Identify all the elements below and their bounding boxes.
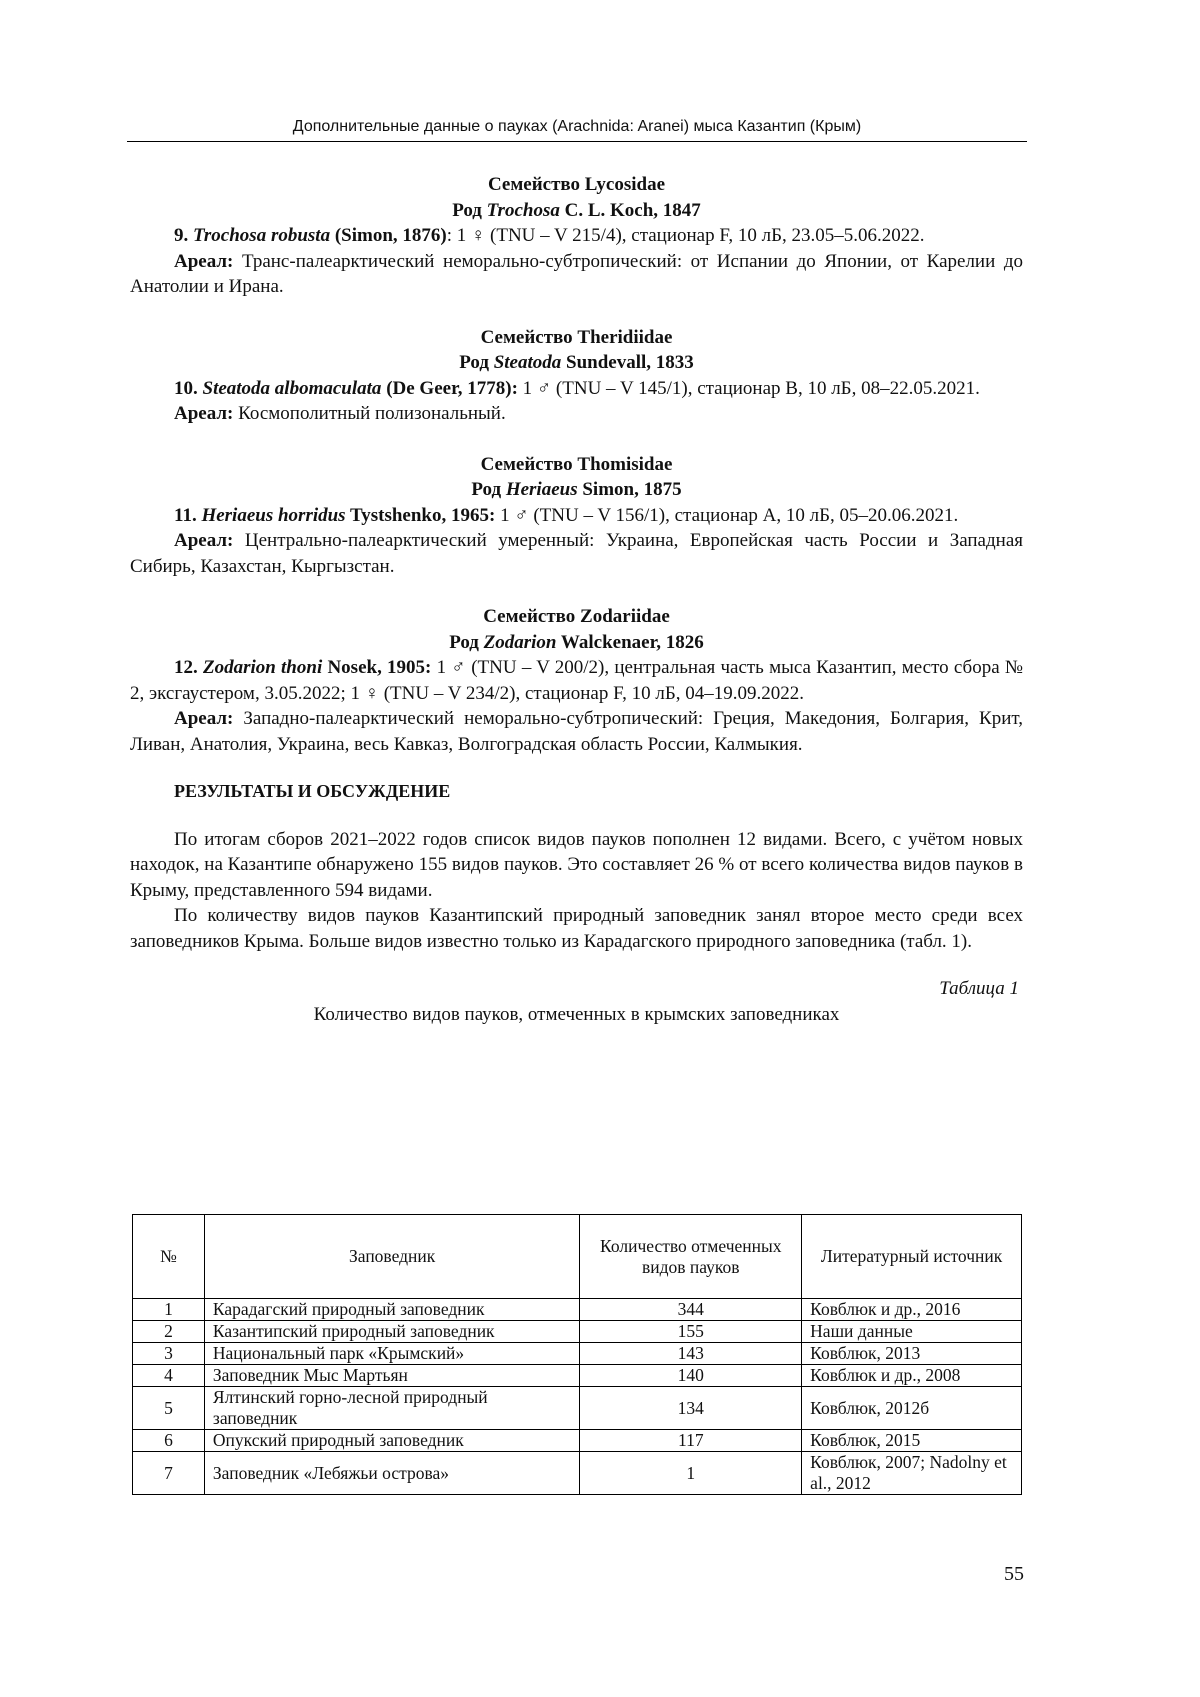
species-name: Heriaeus horridus bbox=[201, 504, 346, 526]
header-count: Количество отмеченных видов пауков bbox=[580, 1215, 802, 1299]
row-source: Наши данные bbox=[802, 1321, 1022, 1343]
row-number: 4 bbox=[133, 1365, 205, 1387]
row-count: 155 bbox=[580, 1321, 802, 1343]
genus-name: Zodarion bbox=[483, 631, 557, 653]
genus-author: Sundevall, 1833 bbox=[561, 352, 694, 373]
header-source: Литературный источник bbox=[802, 1215, 1022, 1299]
species-section bbox=[130, 604, 1023, 757]
row-reserve: Карадагский природный заповедник bbox=[204, 1299, 580, 1321]
genus-heading bbox=[130, 350, 1023, 376]
row-reserve: Заповедник Мыс Мартьян bbox=[204, 1365, 580, 1387]
genus-name: Trochosa bbox=[486, 199, 560, 221]
species-name: Steatoda albomaculata bbox=[202, 377, 382, 399]
species-section bbox=[130, 452, 1023, 580]
genus-heading bbox=[130, 198, 1023, 224]
genus-prefix: Род bbox=[452, 199, 487, 221]
row-source: Ковблюк, 2012б bbox=[802, 1387, 1022, 1430]
range-paragraph bbox=[130, 528, 1023, 579]
species-record bbox=[130, 503, 1023, 529]
range-paragraph bbox=[130, 706, 1023, 757]
row-source: Ковблюк, 2007; Nadolny et al., 2012 bbox=[802, 1452, 1022, 1495]
species-record bbox=[130, 376, 1023, 402]
row-count: 143 bbox=[580, 1343, 802, 1365]
family-heading: Семейство Thomisidae bbox=[480, 453, 673, 475]
family-heading: Семейство Lycosidae bbox=[487, 174, 666, 195]
range-label: Ареал: bbox=[174, 250, 234, 272]
range-text: Транс-палеарктический неморально-субтропический: от Испании до Японии, от Карелии до Анатолии и Ирана. bbox=[130, 250, 1023, 297]
row-reserve: Заповедник «Лебяжьи острова» bbox=[204, 1452, 580, 1495]
species-record bbox=[130, 655, 1023, 706]
row-reserve: Национальный парк «Крымский» bbox=[204, 1343, 580, 1365]
table-header-row bbox=[133, 1215, 1022, 1299]
row-reserve: Ялтинский горно-лесной природный заповедник bbox=[204, 1387, 580, 1430]
reserves-table bbox=[132, 1214, 1022, 1495]
row-count: 134 bbox=[580, 1387, 802, 1430]
row-source: Ковблюк и др., 2008 bbox=[802, 1365, 1022, 1387]
species-number: 9. bbox=[174, 225, 193, 246]
table-title: Количество видов пауков, отмеченных в крымских заповедниках bbox=[313, 1003, 840, 1025]
species-colon: : bbox=[446, 225, 453, 246]
genus-heading bbox=[130, 477, 1023, 503]
row-count: 117 bbox=[580, 1430, 802, 1452]
species-section bbox=[130, 172, 1023, 300]
species-name: Trochosa robusta bbox=[193, 225, 331, 246]
article-body bbox=[130, 172, 1023, 1027]
table-row bbox=[133, 1430, 1022, 1452]
species-author: Tystshenko, 1965: bbox=[345, 504, 496, 526]
page-number: 55 bbox=[1004, 1563, 1024, 1585]
table-row bbox=[133, 1343, 1022, 1365]
genus-heading bbox=[130, 630, 1023, 656]
row-source: Ковблюк, 2013 bbox=[802, 1343, 1022, 1365]
genus-prefix: Род bbox=[449, 631, 484, 653]
range-paragraph bbox=[130, 249, 1023, 300]
row-number: 2 bbox=[133, 1321, 205, 1343]
family-heading: Семейство Theridiidae bbox=[480, 326, 673, 348]
species-number: 12. bbox=[174, 657, 203, 678]
genus-prefix: Род bbox=[459, 352, 494, 373]
species-author: (De Geer, 1778): bbox=[381, 377, 518, 399]
row-number: 6 bbox=[133, 1430, 205, 1452]
family-heading: Семейство Zodariidae bbox=[483, 606, 670, 627]
species-author: Nosek, 1905: bbox=[322, 657, 432, 678]
record-text: 1 ♂ (TNU – V 145/1), стационар B, 10 лБ, 08–22.05.2021. bbox=[517, 377, 980, 399]
range-text: Космополитный полизональный. bbox=[233, 403, 506, 424]
species-name: Zodarion thoni bbox=[202, 657, 323, 678]
species-number: 10. bbox=[174, 377, 203, 399]
record-text: 1 ♀ (TNU – V 215/4), стационар F, 10 лБ, 23.05–5.06.2022. bbox=[452, 225, 925, 246]
row-count: 1 bbox=[580, 1452, 802, 1495]
header-rule bbox=[127, 141, 1027, 142]
range-text: Центрально-палеарктический умеренный: Украина, Европейская часть России и Западная Сибирь, Казахстан, Кыргызстан. bbox=[130, 530, 1023, 577]
range-label: Ареал: bbox=[174, 530, 234, 551]
species-record bbox=[130, 223, 1023, 249]
table-row bbox=[133, 1299, 1022, 1321]
table-row bbox=[133, 1387, 1022, 1430]
range-label: Ареал: bbox=[174, 403, 234, 424]
row-number: 7 bbox=[133, 1452, 205, 1495]
genus-author: Walckenaer, 1826 bbox=[556, 631, 704, 653]
species-number: 11. bbox=[174, 504, 202, 526]
range-label: Ареал: bbox=[174, 708, 234, 729]
row-reserve: Опукский природный заповедник bbox=[204, 1430, 580, 1452]
table-label: Таблица 1 bbox=[939, 978, 1019, 999]
results-paragraph-1: По итогам сборов 2021–2022 годов список видов пауков пополнен 12 видами. Всего, с учётом новых находок, на Казантипе обнаружено 155 видов пауков. Это составляет 26 % от всего количества видов пауков в Крыму, представленного 594 видами. bbox=[130, 828, 1023, 901]
row-count: 344 bbox=[580, 1299, 802, 1321]
row-number: 3 bbox=[133, 1343, 205, 1365]
row-source: Ковблюк и др., 2016 bbox=[802, 1299, 1022, 1321]
genus-author: C. L. Koch, 1847 bbox=[559, 199, 701, 221]
table-row bbox=[133, 1321, 1022, 1343]
range-text: Западно-палеарктический неморально-субтропический: Греция, Македония, Болгария, Крит, Ливан, Анатолия, Украина, весь Кавказ, Волгоградская область России, Калмыкия. bbox=[130, 708, 1023, 755]
range-paragraph bbox=[130, 401, 1023, 427]
species-author: (Simon, 1876) bbox=[330, 225, 447, 246]
genus-name: Steatoda bbox=[493, 352, 562, 373]
row-reserve: Казантипский природный заповедник bbox=[204, 1321, 580, 1343]
running-header: Дополнительные данные о пауках (Arachnida: Aranei) мыса Казантип (Крым) bbox=[292, 118, 862, 135]
genus-name: Heriaeus bbox=[505, 479, 578, 500]
genus-prefix: Род bbox=[471, 479, 506, 500]
results-heading: РЕЗУЛЬТАТЫ И ОБСУЖДЕНИЕ bbox=[174, 781, 451, 801]
results-paragraph-2: По количеству видов пауков Казантипский природный заповедник занял второе место среди всех заповедников Крыма. Больше видов известно только из Карадагского природного заповедника (табл. 1). bbox=[130, 905, 1023, 952]
row-count: 140 bbox=[580, 1365, 802, 1387]
record-text: 1 ♂ (TNU – V 200/2), центральная часть мыса Казантип, место сбора № 2, эксгаустером, 3.05.2022; 1 ♀ (TNU – V 234/2), стационар F, 10 лБ, 04–19.09.2022. bbox=[130, 657, 1023, 704]
row-number: 5 bbox=[133, 1387, 205, 1430]
record-text: 1 ♂ (TNU – V 156/1), стационар А, 10 лБ, 05–20.06.2021. bbox=[495, 504, 959, 526]
table-row bbox=[133, 1365, 1022, 1387]
species-section bbox=[130, 325, 1023, 427]
header-number: № bbox=[133, 1215, 205, 1299]
table-row bbox=[133, 1452, 1022, 1495]
row-source: Ковблюк, 2015 bbox=[802, 1430, 1022, 1452]
row-number: 1 bbox=[133, 1299, 205, 1321]
genus-author: Simon, 1875 bbox=[577, 479, 682, 500]
header-reserve: Заповедник bbox=[204, 1215, 580, 1299]
